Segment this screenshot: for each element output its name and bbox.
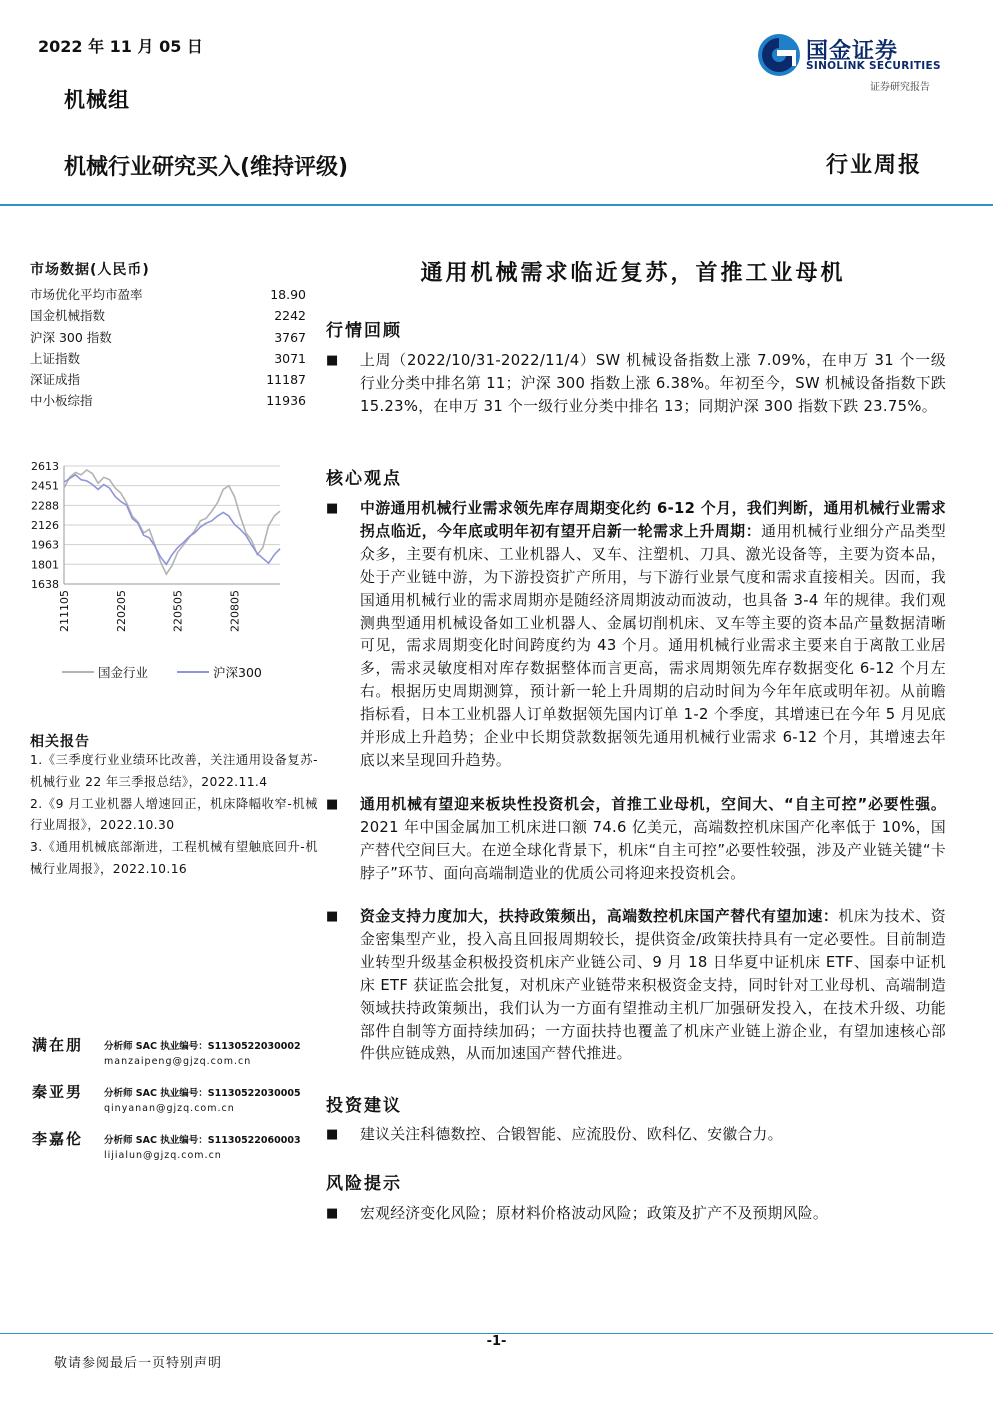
legend-item-hs300: [177, 662, 262, 682]
chart-legend: [62, 662, 292, 682]
bullet-square-icon: ■: [326, 353, 339, 368]
x-tick-label: 220205: [114, 590, 128, 632]
bullet-item: [326, 350, 946, 442]
legend-label: 国金行业: [98, 665, 149, 680]
market-row: [30, 348, 306, 369]
related-report-link[interactable]: 3.《通用机械底部渐进，工程机械有望触底回升-机械行业周报》，2022.10.16: [30, 840, 318, 876]
section-heading-risk: 风险提示: [326, 1174, 402, 1194]
analyst-card: [32, 1034, 322, 1078]
bullet-square-icon: ■: [326, 1206, 339, 1221]
report-date: 2022 年 11 月 05 日: [38, 37, 203, 56]
section-heading-views: 核心观点: [326, 469, 402, 489]
market-row: [30, 390, 306, 411]
section-heading-review: 行情回顾: [326, 321, 402, 341]
market-label: 沪深 300 指数: [30, 329, 112, 345]
market-data-title: 市场数据(人民币): [30, 262, 150, 278]
x-tick-label: 220805: [228, 590, 242, 632]
industry-rating: 机械行业研究买入(维持评级): [64, 155, 349, 180]
market-label: 深证成指: [30, 372, 81, 388]
market-label: 中小板综指: [30, 393, 93, 409]
bullet-item: [326, 794, 946, 908]
market-value: 2242: [274, 308, 306, 324]
report-title: 通用机械需求临近复苏，首推工业母机: [420, 261, 846, 286]
y-tick-label: 2613: [31, 460, 59, 473]
related-report-link[interactable]: 1.《三季度行业业绩环比改善，关注通用设备复苏-机械行业 22 年三季报总结》，2022.11.4: [30, 753, 318, 789]
bullet-lead: 资金支持力度加大，扶持政策频出，高端数控机床国产替代有望加速：: [360, 908, 839, 925]
analyst-license: 分析师 SAC 执业编号：S1130522060003: [104, 1135, 301, 1146]
bullet-item: [326, 1203, 946, 1227]
analyst-name: 李嘉伦: [32, 1130, 84, 1148]
market-data-table: [30, 284, 306, 412]
market-value: 18.90: [270, 287, 306, 302]
bullet-body: 机床为技术、资金密集型产业，投入高且回报周期较长，提供资金/政策扶持具有一定必要性。目前制造业转型升级基金积极投资机床产业链公司、9 月 18 日华夏中证机床 ETF、国泰中证机床 ETF 获证监会批复，对机床产业链带来积极资金支持，同时针对工业母机、高端制造领域扶持政策频出，我们认为一方面有望推动主机厂加强研发投入，在技术升级、功能部件自制等方面持续加码；一方面扶持也覆盖了机床产业链上游企业，有望加速核心部件供应链成熟，从而加速国产替代推进。: [360, 908, 946, 1063]
sinolink-logo-icon: [756, 32, 802, 78]
market-row: [30, 369, 306, 390]
analyst-license: 分析师 SAC 执业编号：S1130522030005: [104, 1088, 301, 1099]
y-tick-label: 2288: [31, 499, 59, 513]
bullet-square-icon: ■: [326, 501, 339, 516]
legend-item-industry: [62, 662, 148, 682]
market-label: 上证指数: [30, 350, 81, 366]
bullet-text: [360, 1203, 946, 1226]
analyst-name: 满在朋: [32, 1036, 84, 1054]
bullet-body: 2021 年中国金属加工机床进口额 74.6 亿美元，高端数控机床国产化率低于 10%，国产替代空间巨大。在逆全球化背景下，机床“自主可控”必要性较强，涉及产业链关键“卡脖子”环节、面向高端制造业的优质公司将迎来投资机会。: [360, 818, 946, 882]
bullet-body: 上周（2022/10/31-2022/11/4）SW 机械设备指数上涨 7.09%，在申万 31 个一级行业分类中排名第 11；沪深 300 指数上涨 6.38%。年初至今，SW 机械设备指数下跌 15.23%，在申万 31 个一级行业分类中排名 13；同期沪深 300 指数下跌 23.75%。: [360, 352, 946, 415]
y-tick-label: 2451: [31, 479, 59, 493]
bullet-lead: 通用机械有望迎来板块性投资机会，首推工业母机，空间大、“自主可控”必要性强。: [360, 796, 946, 813]
market-value: 11936: [266, 393, 306, 409]
y-tick-label: 1801: [31, 558, 59, 572]
bullet-square-icon: ■: [326, 909, 339, 924]
disclaimer-note: 敬请参阅最后一页特别声明: [54, 1356, 223, 1371]
market-label: 国金机械指数: [30, 308, 106, 324]
analyst-name: 秦亚男: [32, 1083, 84, 1101]
bullet-body: 宏观经济变化风险；原材料价格波动风险；政策及扩产不及预期风险。: [360, 1205, 829, 1222]
bullet-body: 通用机械行业细分产品类型众多，主要有机床、工业机器人、叉车、注塑机、刀具、激光设备等，主要为资本品，处于产业链中游，为下游投资扩产所用，与下游行业景气度和需求直接相关。因而，我国通用机械行业的需求周期亦是随经济周期波动而波动，也具备 3-4 年的规律。我们观测典型通用机械设备如工业机器人、金属切削机床、叉车等主要的资本品产量数据清晰可见，需求周期变化时间跨度约为 43 个月。通用机械行业需求主要来自于离散工业居多，需求灵敏度相对库存数据整体而言更高，需求周期领先库存数据变化 6-12 个月左右。根据历史周期测算，预计新一轮上升周期的启动时间为今年年底或明年初。从前瞻指标看，日本工业机器人订单数据领先国内订单 1-2 个季度，其增速已在今年 5 月见底并形成上升趋势；企业中长期贷款数据领先通用机械行业需求 6-12 个月，其增速去年底以来呈现回升趋势。: [360, 522, 946, 769]
legend-swatch: [62, 671, 94, 673]
bullet-item: [326, 1124, 946, 1148]
analyst-card: [32, 1081, 322, 1125]
y-tick-label: 2126: [31, 518, 59, 532]
logo-text-zh: 国金证券: [806, 39, 899, 64]
bullet-square-icon: ■: [326, 797, 339, 812]
bullet-item: [326, 498, 946, 794]
legend-label: 沪深300: [213, 665, 262, 680]
page-number: -1-: [486, 1334, 507, 1349]
bullet-text: [360, 794, 946, 886]
research-group: 机械组: [64, 88, 130, 112]
x-tick-label: 220505: [171, 590, 185, 632]
y-tick-label: 1963: [31, 538, 59, 552]
market-row: [30, 284, 306, 305]
market-row: [30, 327, 306, 348]
y-tick-label: 1638: [31, 578, 59, 591]
related-report-link[interactable]: 2.《9 月工业机器人增速回正，机床降幅收窄-机械行业周报》，2022.10.30: [30, 796, 318, 833]
header-divider: [0, 204, 993, 206]
market-label: 市场优化平均市盈率: [30, 287, 143, 302]
section-heading-advice: 投资建议: [326, 1096, 402, 1116]
analyst-license: 分析师 SAC 执业编号：S1130522030002: [104, 1041, 301, 1052]
bullet-square-icon: ■: [326, 1127, 339, 1142]
bullet-lead: 中游通用机械行业需求领先库存周期变化约 6-12 个月，我们判断，通用机械行业需求拐点临近，今年底或明年初有望开启新一轮需求上升周期：: [360, 500, 946, 540]
market-value: 3767: [274, 329, 306, 345]
market-row: [30, 305, 306, 326]
bullet-body: 建议关注科德数控、合锻智能、应流股份、欧科亿、安徽合力。: [360, 1126, 783, 1143]
legend-swatch: [177, 671, 209, 673]
related-reports-list: [30, 750, 318, 881]
analyst-email[interactable]: manzaipeng@gjzq.com.cn: [104, 1056, 252, 1067]
analyst-email[interactable]: lijialun@gjzq.com.cn: [104, 1150, 222, 1161]
bullet-text: [360, 1124, 946, 1147]
market-value: 11187: [266, 372, 306, 388]
bullet-item: [326, 906, 946, 1090]
document-type: 行业周报: [826, 153, 923, 178]
bullet-text: [360, 350, 946, 419]
bullet-text: [360, 498, 946, 773]
bullet-text: [360, 906, 946, 1066]
x-tick-label: 211105: [58, 590, 71, 632]
logo-subtitle: 证券研究报告: [870, 82, 930, 93]
analyst-card: [32, 1128, 322, 1172]
index-line-chart: [28, 458, 290, 658]
related-reports-title: 相关报告: [30, 734, 90, 750]
market-value: 3071: [274, 350, 306, 366]
series-line-hs300: [64, 475, 280, 565]
logo-text-en: SINOLINK SECURITIES: [806, 60, 941, 72]
analyst-email[interactable]: qinyanan@gjzq.com.cn: [104, 1103, 235, 1114]
